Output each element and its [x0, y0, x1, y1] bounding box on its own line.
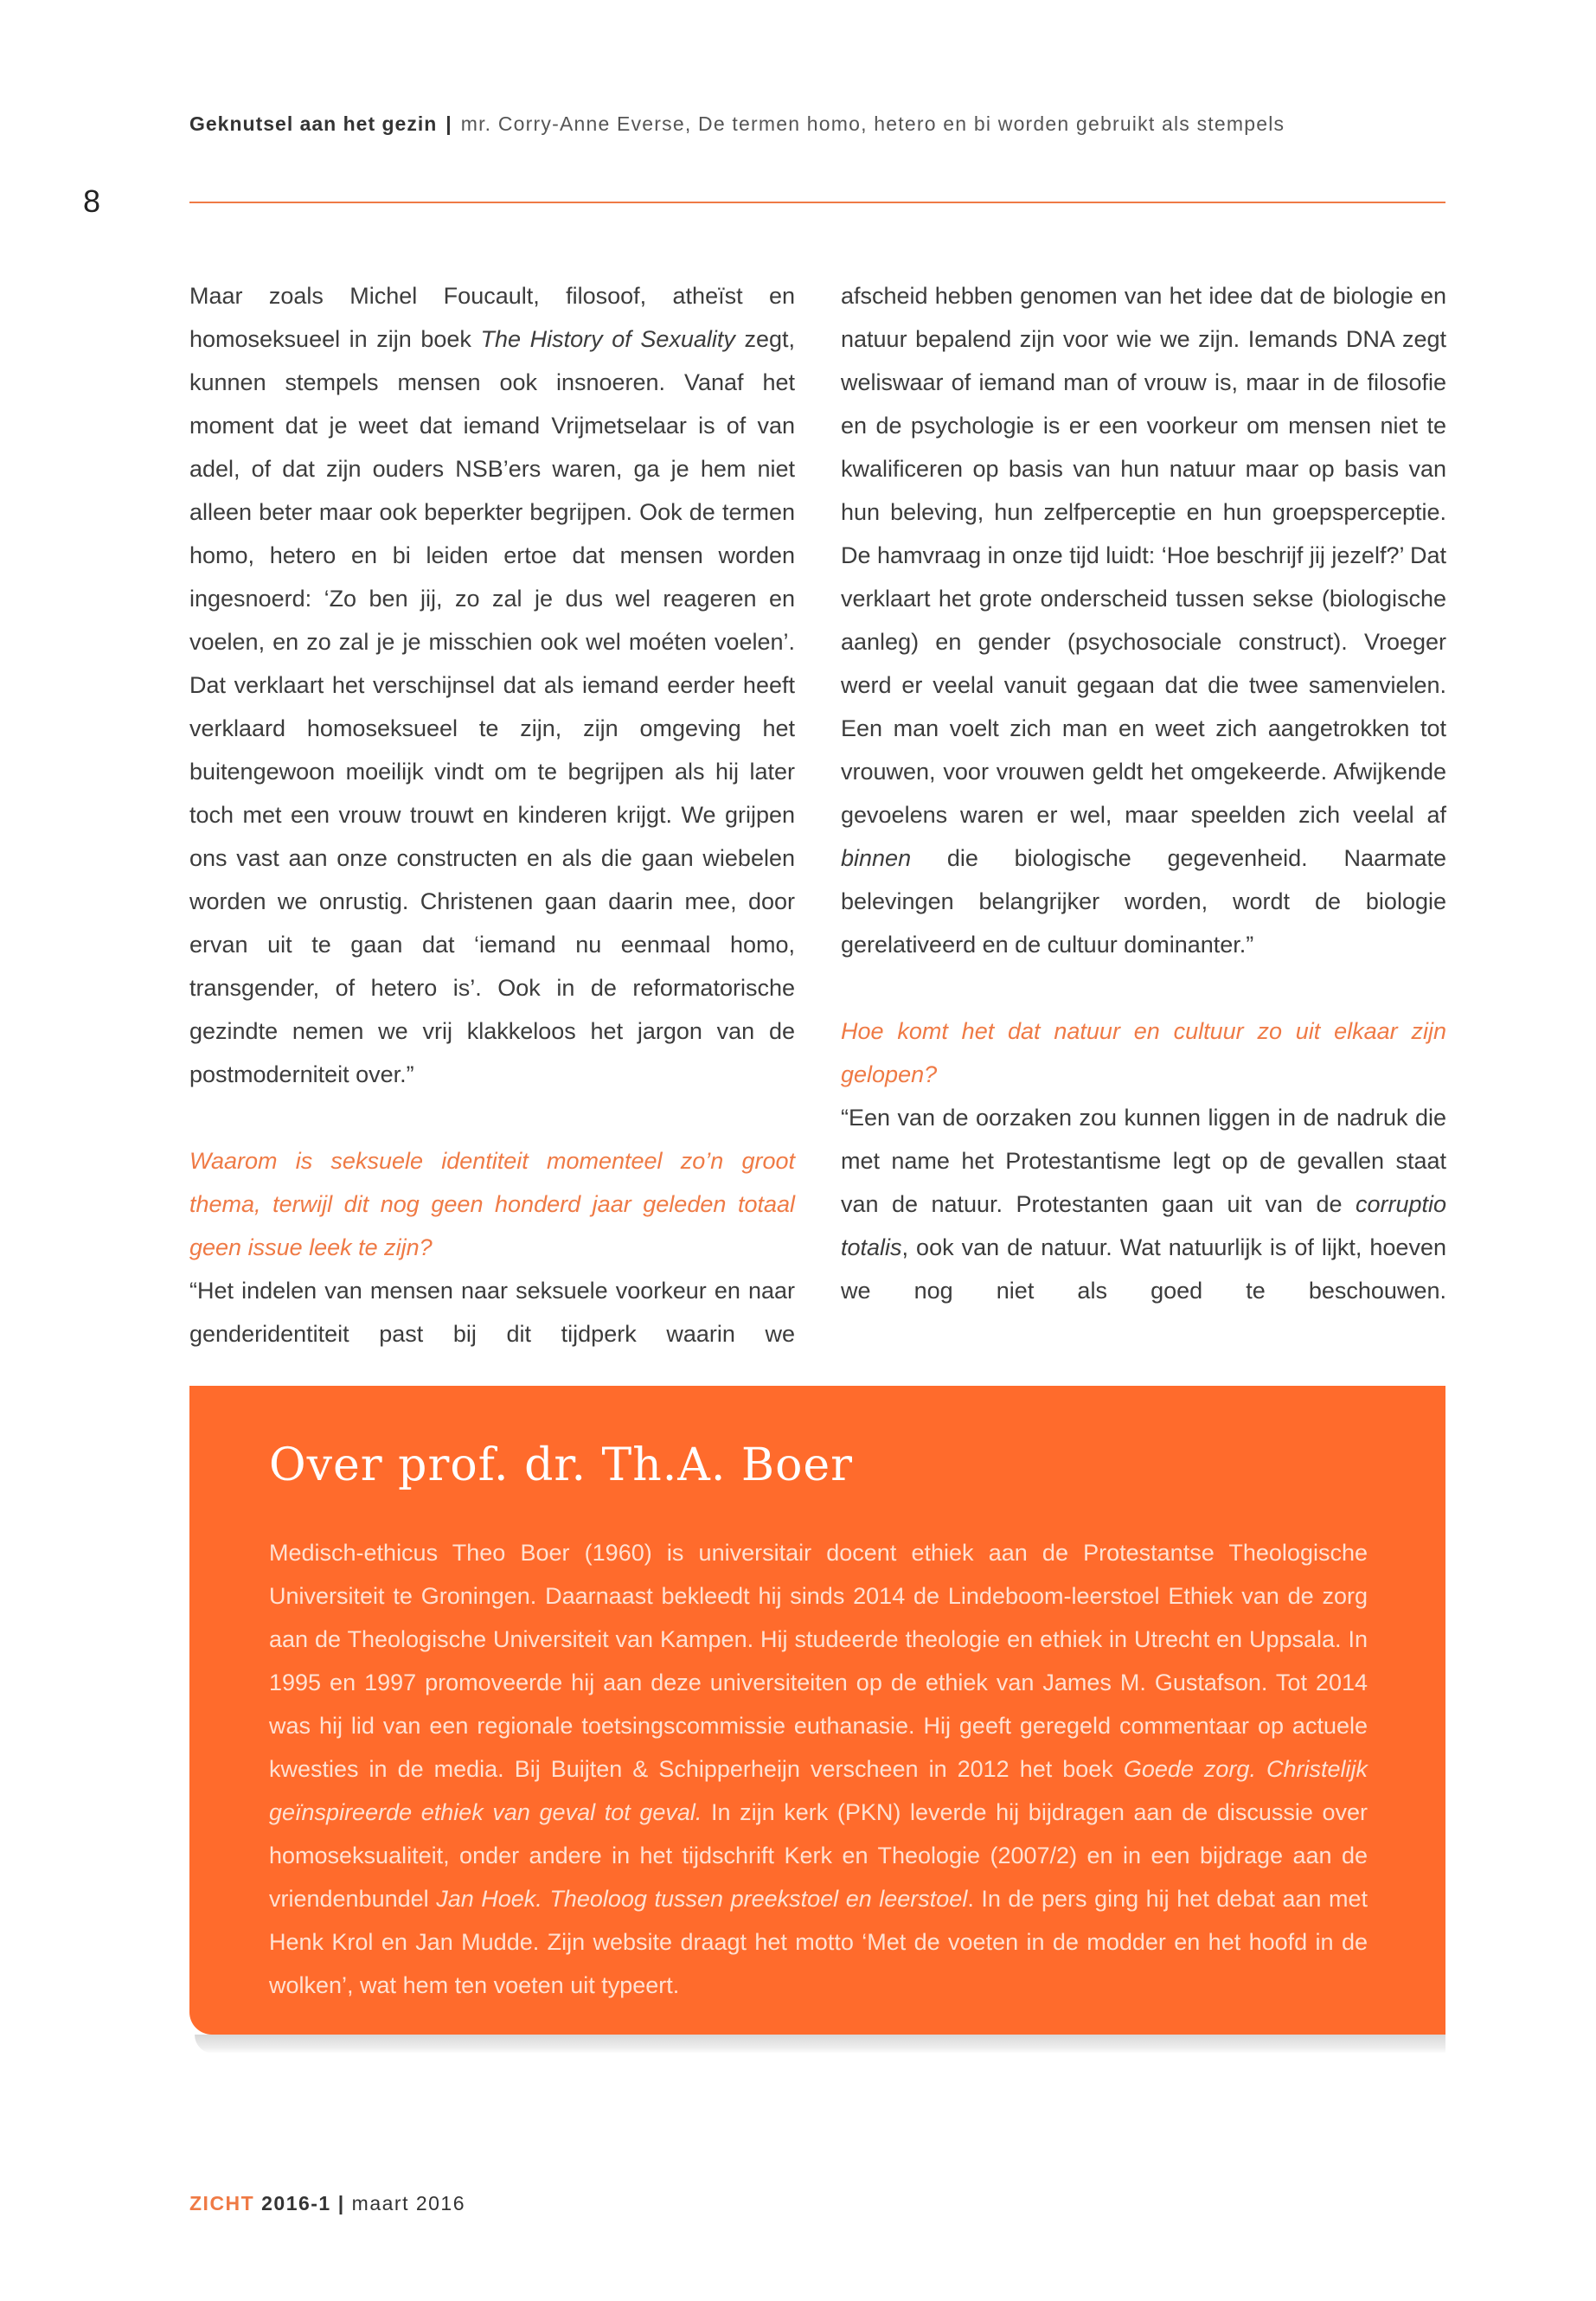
left-column: [189, 274, 795, 1356]
left-p1-text-b: zegt, kunnen stempels mensen ook insnoeren. Vanaf het moment dat je weet dat iemand Vrijmetselaar is of van adel, of dat zijn ouders NSB’ers waren, ga je hem niet alleen beter maar ook beperkter begrijpen. Ook de termen homo, hetero en bi leiden ertoe dat mensen worden ingesnoerd: ‘Zo ben jij, zo zal je dus wel reageren en voelen, en zo zal je je misschien ook wel moéten voelen’. Dat verklaart het verschijnsel dat als iemand eerder heeft verklaard homoseksueel te zijn, zijn omgeving het buitengewoon moeilijk vindt om te begrijpen als hij later toch met een vrouw trouwt en kinderen krijgt. We grijpen ons vast aan onze constructen en als die gaan wiebelen worden we onrustig. Christenen gaan daarin mee, door ervan uit te gaan dat ‘iemand nu eenmaal homo, transgender, of hetero is’. Ook in de reformatorische gezindte nemen we vrij klakkeloos het jargon van de postmoderniteit over.”: [189, 326, 795, 1087]
right-paragraph-2: [841, 1096, 1446, 1312]
bio-box-shadow: [195, 2035, 1445, 2054]
footer-issue: 2016-1: [261, 2192, 331, 2214]
bio-book-1: Goede zorg. Christelijk geïnspireerde ethiek van geval tot geval.: [269, 1756, 1368, 1825]
right-column: [841, 274, 1446, 1312]
header-series: Geknutsel aan het gezin: [189, 112, 438, 135]
header-separator: |: [445, 112, 452, 135]
left-paragraph-1: [189, 274, 795, 1096]
bio-book-2: Jan Hoek. Theoloog tussen preekstoel en leerstoel: [436, 1886, 968, 1912]
header-rule: [189, 202, 1445, 203]
bio-text-a: Medisch-ethicus Theo Boer (1960) is universitair docent ethiek aan de Protestantse Theologische Universiteit te Groningen. Daarnaast bekleedt hij sinds 2014 de Lindeboom-leerstoel Ethiek van de zorg aan de Theologische Universiteit van Kampen. Hij studeerde theologie en ethiek in Utrecht en Uppsala. In 1995 en 1997 promoveerde hij aan deze universiteiten op de ethiek van James M. Gustafson. Tot 2014 was hij lid van een regionale toetsingscommissie euthanasie. Hij geeft geregeld commentaar op actuele kwesties in de media. Bij Buijten & Schipperheijn verscheen in 2012 het boek: [269, 1540, 1368, 1782]
right-p1-text-b: die biologische gegevenheid. Naarmate belevingen belangrijker worden, wordt de biologie gerelativeerd en de cultuur dominanter.”: [841, 845, 1446, 958]
right-p2-text-b: , ook van de natuur. Wat natuurlijk is of lijkt, hoeven we nog niet als goed te beschouwen.: [841, 1234, 1446, 1304]
left-p1-text-a: Maar zoals Michel Foucault, filosoof, atheïst en homoseksueel in zijn boek: [189, 283, 795, 352]
bio-text: [269, 1531, 1368, 2007]
right-p1-text-a: afscheid hebben genomen van het idee dat de biologie en natuur bepalend zijn voor wie we zijn. Iemands DNA zegt weliswaar of iemand man of vrouw is, maar in de filosofie en de psychologie is er een voorkeur om mensen niet te kwalificeren op basis van hun natuur maar op basis van hun beleving, hun zelfperceptie en hun groepsperceptie. De hamvraag in onze tijd luidt: ‘Hoe beschrijf jij jezelf?’ Dat verklaart het grote onderscheid tussen sekse (biologische aanleg) en gender (psychosociale construct). Vroeger werd er veelal vanuit gegaan dat die twee samenvielen. Een man voelt zich man en weet zich aangetrokken tot vrouwen, voor vrouwen geldt het omgekeerde. Afwijkende gevoelens waren er wel, maar speelden zich veelal af: [841, 283, 1446, 828]
footer-date: maart 2016: [351, 2192, 466, 2214]
footer-separator: |: [337, 2192, 345, 2214]
right-question: Hoe komt het dat natuur en cultuur zo uit elkaar zijn gelopen?: [841, 1018, 1446, 1087]
right-paragraph-1: [841, 274, 1446, 966]
bio-text-c: . In de pers ging hij het debat aan met Henk Krol en Jan Mudde. Zijn website draagt het motto ‘Met de voeten in de modder en het hoofd in de wolken’, wat hem ten voeten uit typeert.: [269, 1886, 1368, 1998]
footer: [189, 2192, 465, 2215]
bio-box: [189, 1386, 1445, 2035]
footer-brand: ZICHT: [189, 2192, 255, 2214]
bio-text-b: In zijn kerk (PKN) leverde hij bijdragen aan de discussie over homoseksualiteit, onder andere in het tijdschrift Kerk en Theologie (2007/2) en in een bijdrage aan de vriendenbundel: [269, 1799, 1368, 1912]
header-subtitle: mr. Corry-Anne Everse, De termen homo, hetero en bi worden gebruikt als stempels: [460, 112, 1285, 135]
left-paragraph-2: “Het indelen van mensen naar seksuele voorkeur en naar genderidentiteit past bij dit tijdperk waarin we: [189, 1278, 795, 1347]
right-p1-emphasis: binnen: [841, 845, 912, 871]
bio-title: Over prof. dr. Th.A. Boer: [269, 1439, 854, 1491]
page-number: 8: [83, 183, 101, 219]
left-question: Waarom is seksuele identiteit momenteel zo’n groot thema, terwijl dit nog geen honderd jaar geleden totaal geen issue leek te zijn?: [189, 1148, 795, 1260]
right-p2-emphasis: corruptio totalis: [841, 1191, 1446, 1260]
left-p1-book-title: The History of Sexuality: [480, 326, 735, 352]
running-header: [189, 112, 1444, 136]
right-p2-text-a: “Een van de oorzaken zou kunnen liggen in de nadruk die met name het Protestantisme legt op de gevallen staat van de natuur. Protestanten gaan uit van de: [841, 1105, 1446, 1217]
